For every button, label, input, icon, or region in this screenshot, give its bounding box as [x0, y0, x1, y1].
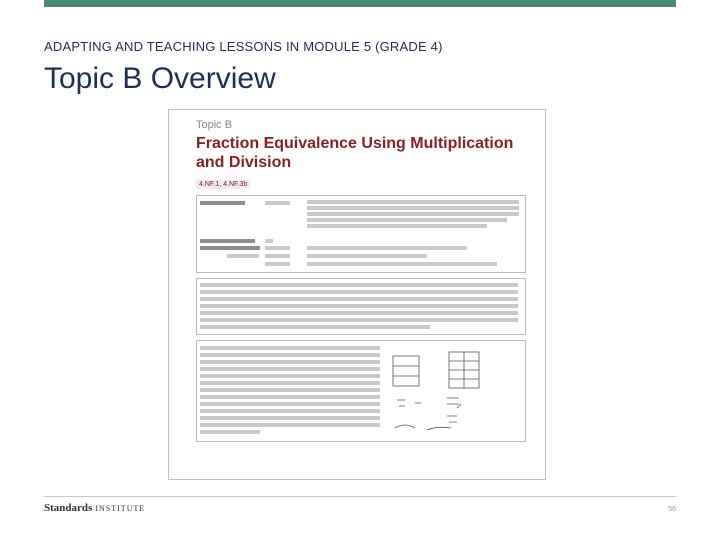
- top-accent-bar: [44, 0, 676, 7]
- footer-divider: [44, 496, 676, 497]
- handwritten-fraction-sketch: [387, 348, 493, 436]
- page-number: 56: [668, 506, 676, 513]
- logo-small-text: INSTITUTE: [95, 504, 146, 513]
- logo-bold-text: Standards: [44, 502, 93, 514]
- doc-topic-label: Topic B: [196, 119, 233, 131]
- doc-standards: 4.NF.1, 4.NF.3b: [196, 180, 250, 189]
- focus-standard-table: [196, 195, 526, 273]
- slide-title: Topic B Overview: [44, 62, 276, 95]
- document-page-image: [168, 109, 546, 480]
- footer-logo: [44, 502, 145, 514]
- doc-title: Fraction Equivalence Using Multiplication and Division: [196, 135, 514, 171]
- slide-subtitle: ADAPTING AND TEACHING LESSONS IN MODULE 5 (GRADE 4): [44, 39, 443, 54]
- overview-paragraph-1: [196, 278, 526, 335]
